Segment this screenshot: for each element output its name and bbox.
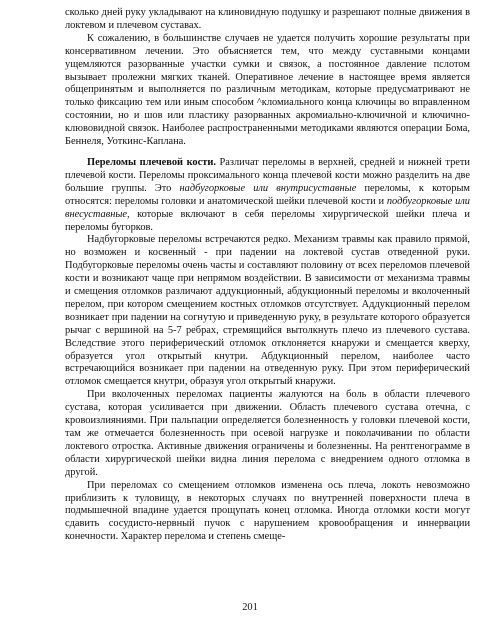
paragraph — [65, 157, 470, 234]
paragraph — [65, 234, 470, 389]
paragraph-text: переломы, к которым относятся: переломы головки и анатомической шейки плечевой кости и — [65, 182, 470, 207]
paragraph — [65, 480, 470, 545]
paragraph — [65, 389, 470, 479]
paragraph-text: При переломах со смещением отломков изменена ось плеча, локоть невозможно приблизить к туловищу, в некоторых случаях по внутренней поверхности плеча в подмышечной впадине удается прощупать конец отломка. Иногда отломки кости могут сдавить сосудисто-нервный пучок с нарушением кровообращения и иннервации конечности. Характер перелома и степень смеще- — [65, 479, 470, 543]
paragraph-text: Различат переломы в верхней, средней и нижней трети плечевой кости. Переломы проксимального конца плечевой кости можно разделить на две большие группы. Это — [65, 156, 470, 194]
paragraph-text: которые включают в себя переломы хирургической шейки плеча и переломы бугорков. — [65, 208, 470, 233]
emphasis-text: надбугорковые или внутрисуставные — [179, 182, 357, 194]
page-text-body — [65, 7, 470, 544]
section-heading: Переломы плечевой кости. — [87, 156, 216, 168]
paragraph-text: Надбугорковые переломы встречаются редко. Механизм травмы как правило прямой, но возможен и косвенный - при падении на локтевой сустав отведенной руки. Подбугорковые переломы очень часты и составляют половину от всех переломов плечевой кости и возникают чаще при непрямом воздействии. В зависимости от механизма травмы и смещения отломков различают аддукционный, абдукционный переломы и вколоченный перелом, при котором смещением костных отломков отсутствует. Аддукционный перелом возникает при падении на согнутую и приведенную руку, в результате которого образуется рычаг с вершиной на 5-7 ребрах, стремящийся вытолкнуть плечо из плечевого сустава. Вследствие этого периферический отломок отклоняется кнаружи и смещается кверху, образуется угол открытый кнутри. Абдукционный перелом, наиболее часто встречающийся возникает при падении на отведенную руку. При этом периферический отломок смещается кнутри, образуя угол открытый кнаружи. — [65, 234, 470, 388]
paragraph — [65, 7, 470, 33]
emphasis-text: подбугорковые или внесуставные, — [65, 195, 470, 220]
paragraph-text: К сожалению, в большинстве случаев не удается получить хорошие результаты при консервативном лечении. Это объясняется тем, что между суставными концами ущемляются разорванные участки сумки и связок, а постоянное давление пслотом вызывает пролежни мягких тканей. Оперативное лечение в настоящее время является общепринятым и выполняется по различным методикам, которые предусматривают не только фиксацию тем или иным способом ^кломиального конца ключицы во вправленном состоянии, но и шов или пластику разорванных акромиально-ключичной и ключично-клювовидной связок. Наиболее распространенными методиками являются операции Бома, Беннеля, Уоткинс-Каплана. — [65, 32, 470, 148]
paragraph-text: При вколоченных переломах пациенты жалуются на боль в области плечевого сустава, которая усиливается при движении. Область плечевого сустава отечна, с кровоизлияниями. При пальпации определяется болезненность у головки плечевой кости, там же отмечается болезненность при осевой нагрузке и поколачивании по области локтевого отростка. Активные движения ограничены и болезненны. На рентгенограмме в области хирургической шейки видна линия перелома с внедрением одного отломка в другой. — [65, 389, 470, 478]
page-number: 201 — [242, 602, 258, 613]
paragraph — [65, 33, 470, 149]
paragraph-text: сколько дней руку укладывают на клиновидную подушку и разрешают полные движения в локтевом и плечевом суставах. — [65, 7, 470, 31]
